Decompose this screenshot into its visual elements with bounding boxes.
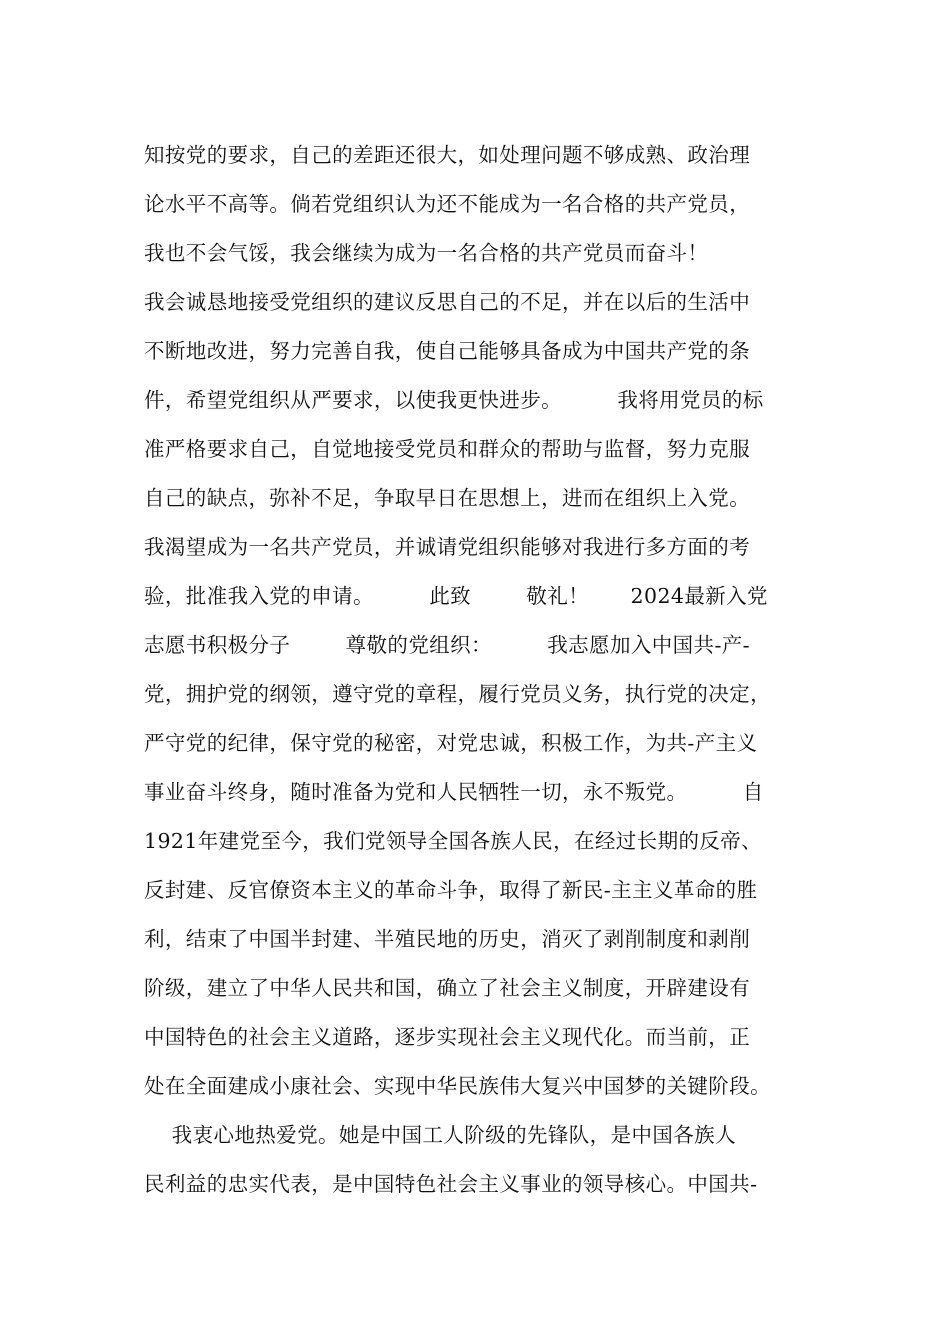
text-line-17: 利，结束了中国半封建、半殖民地的历史，消灭了剥削制度和剥削 xyxy=(144,927,751,951)
text-line-11: 志愿书积极分子 尊敬的党组织： 我志愿加入中国共-产- xyxy=(144,633,751,657)
text-line-8: 自己的缺点，弥补不足，争取早日在思想上，进而在组织上入党。 xyxy=(144,486,751,510)
text-line-13: 严守党的纪律，保守党的秘密，对党忠诚，积极工作，为共-产主义 xyxy=(144,731,758,755)
text-line-14: 事业奋斗终身，随时准备为党和人民牺牲一切，永不叛党。 自 xyxy=(144,780,764,804)
text-line-21: 我衷心地热爱党。她是中国工人阶级的先锋队，是中国各族人 xyxy=(144,1123,736,1147)
text-line-22: 民利益的忠实代表，是中国特色社会主义事业的领导核心。中国共- xyxy=(144,1172,758,1196)
text-line-16: 反封建、反官僚资本主义的革命斗争，取得了新民-主主义革命的胜 xyxy=(144,878,758,902)
text-line-6: 件，希望党组织从严要求，以使我更快进步。 我将用党员的标 xyxy=(144,388,764,412)
text-line-5: 不断地改进，努力完善自我，使自己能够具备成为中国共产党的条 xyxy=(144,339,751,363)
text-line-10: 验，批准我入党的申请。 此致 敬礼！ 2024最新入党 xyxy=(144,584,768,608)
text-line-3: 我也不会气馁，我会继续为成为一名合格的共产党员而奋斗！ xyxy=(144,241,709,265)
text-line-9: 我渴望成为一名共产党员，并诚请党组织能够对我进行多方面的考 xyxy=(144,535,751,559)
text-line-18: 阶级，建立了中华人民共和国，确立了社会主义制度，开辟建设有 xyxy=(144,976,751,1000)
text-line-1: 知按党的要求，自己的差距还很大，如处理问题不够成熟、政治理 xyxy=(144,143,751,167)
text-line-12: 党，拥护党的纲领，遵守党的章程，履行党员义务，执行党的决定， xyxy=(144,682,771,706)
body-text xyxy=(144,131,844,1209)
text-line-4: 我会诚恳地接受党组织的建议反思自己的不足，并在以后的生活中 xyxy=(144,290,751,314)
text-line-19: 中国特色的社会主义道路，逐步实现社会主义现代化。而当前，正 xyxy=(144,1025,751,1049)
text-line-2: 论水平不高等。倘若党组织认为还不能成为一名合格的共产党员， xyxy=(144,192,751,216)
text-line-15: 1921年建党至今，我们党领导全国各族人民，在经过长期的反帝、 xyxy=(144,829,763,853)
text-line-7: 准严格要求自己，自觉地接受党员和群众的帮助与监督，努力克服 xyxy=(144,437,751,461)
text-line-20: 处在全面建成小康社会、实现中华民族伟大复兴中国梦的关键阶段。 xyxy=(144,1074,771,1098)
